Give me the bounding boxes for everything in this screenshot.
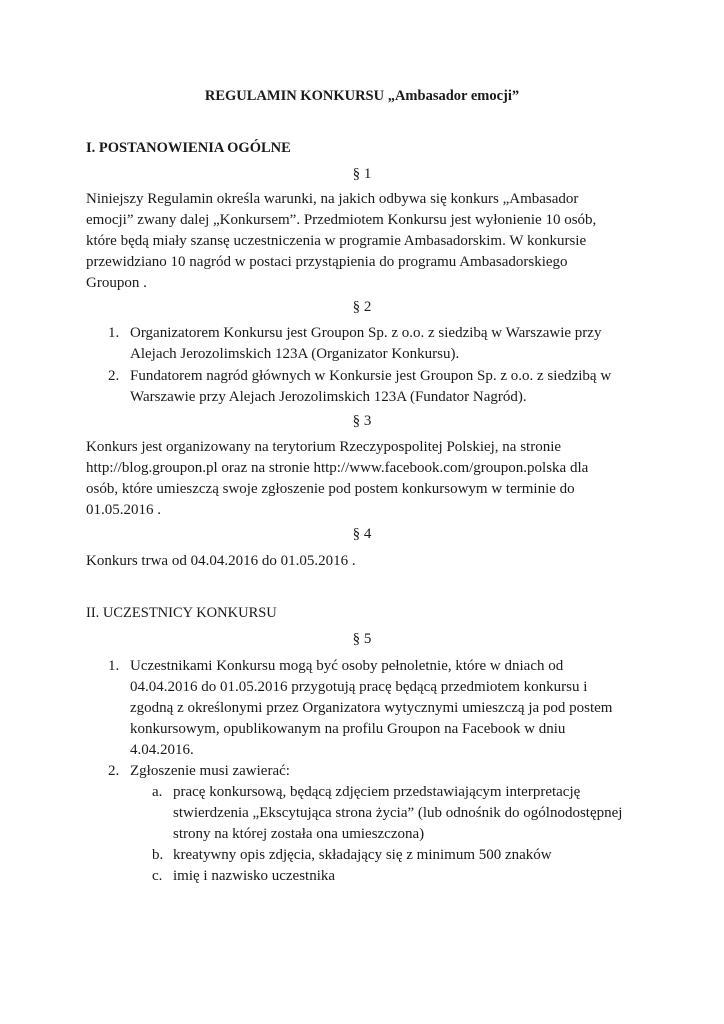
list-item-line: Fundatorem nagród głównych w Konkursie jest Groupon Sp. z o.o. z siedzibą w — [130, 368, 612, 384]
sub-list-line: stwierdzenia „Ekscytująca strona życia” (lub odnośnik do ogólnodostępnej — [173, 805, 623, 821]
paragraph-line: 01.05.2016 . — [86, 502, 161, 518]
sub-list-letter: b. — [152, 847, 164, 863]
list-number: 1. — [108, 658, 120, 674]
sub-list-line: imię i nazwisko uczestnika — [173, 868, 336, 884]
paragraph-line: Niniejszy Regulamin określa warunki, na jakich odbywa się konkurs „Ambasador — [86, 191, 579, 207]
list-item-line: Warszawie przy Alejach Jerozolimskich 123A (Fundator Nagród). — [130, 389, 527, 405]
document-title: REGULAMIN KONKURSU „Ambasador emocji” — [204, 88, 520, 104]
paragraph-mark-3: § 3 — [352, 413, 372, 429]
section-heading-participants: II. UCZESTNICY KONKURSU — [86, 605, 277, 621]
paragraph-mark-1: § 1 — [352, 166, 372, 182]
paragraph-line: http://blog.groupon.pl oraz na stronie http://www.facebook.com/groupon.polska dla — [86, 460, 589, 476]
paragraph-line: przewidziano 10 nagród w postaci przystąpienia do programu Ambasadorskiego — [86, 254, 568, 270]
section-heading-general: I. POSTANOWIENIA OGÓLNE — [86, 140, 291, 156]
list-item-line: zgodną z określonymi przez Organizatora wytycznymi umieszczą ja pod postem — [130, 700, 613, 716]
list-item-line: Organizatorem Konkursu jest Groupon Sp. z o.o. z siedzibą w Warszawie przy — [130, 325, 602, 341]
sub-list-line: strony na której została ona umieszczona) — [173, 826, 425, 842]
list-item-line: 04.04.2016 do 01.05.2016 przygotują pracę będącą przedmiotem konkursu i — [130, 679, 588, 695]
list-number: 2. — [108, 763, 120, 779]
list-item-line: konkursowym, opublikowanym na profilu Groupon na Facebook w dniu — [130, 721, 566, 737]
paragraph-line: osób, które umieszczą swoje zgłoszenie pod postem konkursowym w terminie do — [86, 481, 575, 497]
sub-list-letter: c. — [152, 868, 163, 884]
paragraph-mark-2: § 2 — [352, 299, 372, 315]
paragraph-line: emocji” zwany dalej „Konkursem”. Przedmiotem Konkursu jest wyłonienie 10 osób, — [86, 212, 597, 228]
sub-list-line: pracę konkursową, będącą zdjęciem przedstawiającym interpretację — [173, 784, 581, 800]
list-item-line: Zgłoszenie musi zawierać: — [130, 763, 290, 779]
sub-list-letter: a. — [152, 784, 163, 800]
paragraph-line: które będą miały szansę uczestniczenia w programie Ambasadorskim. W konkursie — [86, 233, 587, 249]
list-number: 2. — [108, 368, 120, 384]
paragraph-mark-4: § 4 — [352, 526, 372, 542]
paragraph-line: Groupon . — [86, 275, 147, 291]
list-item-line: Alejach Jerozolimskich 123A (Organizator Konkursu). — [130, 346, 460, 362]
paragraph-line: Konkurs jest organizowany na terytorium Rzeczypospolitej Polskiej, na stronie — [86, 439, 562, 455]
list-item-line: Uczestnikami Konkursu mogą być osoby pełnoletnie, które w dniach od — [130, 658, 564, 674]
paragraph-mark-5: § 5 — [352, 631, 372, 647]
list-number: 1. — [108, 325, 120, 341]
sub-list-line: kreatywny opis zdjęcia, składający się z minimum 500 znaków — [173, 847, 552, 863]
paragraph-4: Konkurs trwa od 04.04.2016 do 01.05.2016 . — [86, 553, 356, 569]
list-item-line: 4.04.2016. — [130, 742, 194, 758]
